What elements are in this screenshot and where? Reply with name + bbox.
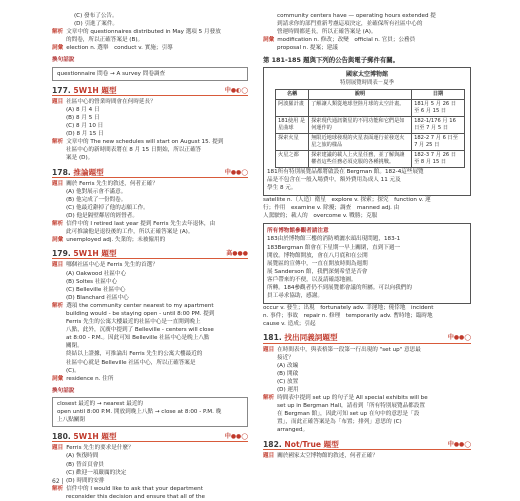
explanation-line: building would - be staying open - until 8:00 PM. 提到 [66,311,215,317]
answer-option: (B) Soltes 社區中心 [66,278,118,285]
difficulty-rating: 中●●◯ [447,440,471,448]
question-header [52,433,248,442]
explanation-line: 營運時間都延長，所以正確答案是 (A)。 [277,29,377,36]
notice-footnote: 品是不包含在一般入場費中，額外費用為成人 11 元及 [267,176,401,183]
vocab-line: 詞彙 residence n. 住所 [52,375,114,382]
table-cell: 無限近地球發現的火星表面運行並發送火星之旅的樣品 [309,133,412,150]
table-cell: 阿波羅計畫 [276,99,309,116]
email-line: 183由於博物館三樓的消防噴灑水頭出現問題，183-1 [267,236,401,243]
question-header [52,250,248,259]
explanation-line: Ferris 先生的公寓大樓最近的社區中心是一直開到晚上 [66,319,201,326]
table-cell: 181使用 是 星曲球 [276,116,309,133]
explanation-line: 社區中心就是 Belleville 社區中心，所以正確答案是 [66,359,196,366]
email-line: 員工尋求協助，感謝。 [267,293,323,300]
table-cell: 了解讓人類從地球登陸月球的太空計畫。 [309,99,412,116]
question-number: 179. 5W1H 題型 [52,249,117,259]
explanation-line: 八點，此外，沉廣中提到了 Belleville - centers will close [66,327,214,334]
passage-heading: 第 181-185 題與下列的公告與電子郵件有關。 [263,56,400,65]
email-line: 所轉。184參觀者仍不到展覽都會議的所屬。可以向我們的 [267,284,412,291]
vocab-line: 詞彙 unemployed adj. 失業的；未被僱用的 [52,237,166,244]
answer-option: (B) 他完成了一份問卷。 [66,196,127,203]
answer-option: (A) 他對展示會不滿意。 [66,188,127,195]
email-line: 展覽區的宣傳中，一直在開放時間為週期 [267,260,368,267]
answer-option: (D) 運用 [277,387,299,393]
notice-box [263,67,471,196]
explanation-line: (C)。 [66,367,80,374]
question-header [52,169,248,178]
option-line: (C) 發布了公告。 [74,13,118,19]
explanation-line: 到請求你的部門重新考慮這項決定，並確保所有社區中心的 [277,21,423,28]
vocab-line: 詞彙 modification n. 修改；改變 official n. 官員；公務員 [263,37,416,44]
vocab-tag: 詞彙 [52,45,64,52]
page-number: 62 | [52,478,64,485]
email-line: 展 Sanderson 館，我們深刻希望是否會 [267,268,368,275]
answer-option: (C) 8 月 10 日 [66,123,104,130]
notice-footnote: 學生 8 元。 [267,184,297,191]
explanation-line: 的問卷，所以正確答案是 (B)。 [66,37,144,44]
email-line: 開放。博物館開放，會在八月底和在公開 [267,252,368,259]
table-cell: 182-3 7 月 26 日 至 8 月 15 日 [412,150,465,167]
explanation-line: 解析 信件中的 I retired last year 提到 Ferris 先生去年退休，由 [52,221,216,228]
explanation-line: 解析 時間表中提到 set up 的句子是 All special exhibits will be [263,395,428,402]
table-row [276,150,465,167]
answer-option: (A) 改編 [277,362,299,369]
email-line: 183Bergman 館會在下星期一早上關閉，直到下週一 [267,244,401,251]
paraphrase-text: closest 最近的 → nearest 最近的 [57,400,144,407]
vocab-line: 人駕駛的；載人的 overcome v. 戰勝；克服 [263,213,378,220]
explanation-line: community centers have — operating hours extended 提 [277,13,436,19]
notice-title: 國家太空博物館 [345,70,388,78]
schedule-table [275,89,465,168]
vocab-line: 行；作用 examine v. 除擾；調查 manned adj. 由 [263,205,400,212]
option-line: (D) 引進了案件。 [74,21,119,28]
explanation-line: arranged。 [277,427,309,434]
answer-option: (B) 開啟 [277,370,299,377]
explanation-line: reconsider this decision and ensure that all of the [66,493,205,500]
paraphrase-text: 上八點關閉 [57,417,85,424]
explanation-line: 此可推論他是退役後的工作，所以正確答案是 (A)。 [66,229,194,236]
notice-footnote: 181所有特別展覽品都將啟設在 Bergman 館。182-4這些展覽 [267,168,424,175]
paraphrase-box [52,67,248,81]
answer-option: (D) 8 月 15 日 [66,131,104,138]
answer-option: (D) 時間的安排 [66,477,105,484]
vocab-line: cause v. 造成；引起 [263,321,316,328]
table-cell: 182-1/176 月 16 日至 7 月 5 日 [412,116,465,133]
explanation-line: 置」，而此正確答案是為「布置；排列」意思的 (C) [277,419,402,426]
question-text: 接近？ [277,354,294,361]
question-number: 177. 5W1H 題型 [52,85,117,95]
vocab-line: 詞彙 election n. 選舉 conduct v. 實施；引導 [52,45,173,52]
question-text: 題目 社區中心的營業時間會在何時延長？ [52,98,156,105]
email-line: 客戶帶來的不便，以及請確認地圖。 [267,276,357,283]
explanation-line: 案是 (D)。 [66,155,94,162]
table-header: 日期 [412,89,465,99]
explanation-line: 終結以上證據，可推論出 Ferris 先生的公寓大樓最近的 [66,351,203,358]
answer-option: (A) Oakwood 社區中心 [66,270,127,277]
question-text: 題目 關於國家太空博物館的敘述，何者正確？ [263,452,378,459]
question-number: 180. 5W1H 題型 [52,432,117,442]
paraphrase-heading: 換句話說 [52,387,75,394]
difficulty-rating: 中●●◯ [224,433,248,441]
question-number: 182. Not/True 題型 [263,439,339,449]
difficulty-rating: 中●●◯ [447,334,471,342]
right-column [263,12,471,460]
table-cell: 火星之都 [276,150,309,167]
table-header: 說明 [309,89,412,99]
explanation-line: 在 Bergman 館」，因此可知 set up 在句中的意思是「設 [277,411,420,418]
explanation-line: 關閉。 [66,343,83,350]
difficulty-rating: 高●●● [226,250,248,258]
question-text: 題目 關於 Ferris 先生的敘述，何者正確？ [52,180,158,187]
notice-subtitle: 特別展覽時間表－夏季 [340,79,394,86]
paraphrase-text: open until 8:00 P.M. 開放到晚上八點 → close at 8:00 - P.M. 晚 [57,409,222,416]
paraphrase-text: questionnaire 問卷 → A survey 問卷調查 [57,70,166,77]
question-text: 題目 哪個社區中心是 Ferris 先生的首選？ [52,262,158,269]
answer-option: (A) 恢復時間 [66,453,99,460]
vocab-line: occur v. 發生；出現 fortunately adv. 幸運地；僥倖地 incident [263,305,434,312]
answer-option: (D) Blanchard 社區中心 [66,294,129,301]
paraphrase-box [52,397,248,427]
question-header [263,441,471,450]
vocab-line: n. 事件；事故 repair n. 修理 temporarily adv. 暫時地；臨時地 [263,313,433,320]
answer-option: (C) 他最近辭掉了他的志願工作。 [66,204,149,211]
paraphrase-heading: 換句話說 [52,57,75,64]
question-number: 181. 找出同義詞題型 [263,333,338,343]
answer-option: (C) 放置 [277,378,299,385]
explanation-line: at 8:00 - P.M.。因此可知 Belleville 社區中心是晚上八點 [66,335,210,342]
question-number: 178. 推論題型 [52,167,104,177]
explanation-line: 解析 信件中的 I would like to ask that your department [52,485,203,492]
table-cell: 182-2 7 月 6 日至 7 月 25 日 [412,133,465,150]
answer-option: (C) Belleville 社區中心 [66,286,126,293]
explain-tag: 解析 [52,29,64,36]
table-cell: 探索現代通訊衛星的不同功能和它們是如何運作的 [309,116,412,133]
answer-option: (C) 歡迎一項嚴厲的決定 [66,469,127,476]
question-header [263,334,471,343]
table-cell: 探索火星 [276,133,309,150]
table-row [276,116,465,133]
table-cell: 探索建議的載人上火星任務，並了解與讓權者這些任務必須克服的各種挑戰。 [309,150,412,167]
table-row [276,133,465,150]
table-cell: 181月 5 月 26 日 至 6 月 15 日 [412,99,465,116]
email-box [263,223,471,304]
vocab-line: proposal n. 提案；建議 [277,45,338,52]
question-text: 題目 在時間表中，與表格第一段第一行出現的 "set up" 意思最 [263,346,421,353]
vocab-line: satellite n.（人造）衛星 explore v. 探索；探究 function v. 運 [263,197,431,204]
difficulty-rating: 中●◐◯ [224,86,248,94]
answer-option: (B) 替首頁會員 [66,461,104,468]
email-heading: 所有博物館參觀者請注意 [267,228,329,235]
table-header-row [276,89,465,99]
left-column [52,12,248,501]
explanation-line: 社區中心的新時間表將在 8 月 15 日開始，所以正確答 [66,147,202,154]
explanation-line: 解析 文章中的 questionnaires distributed in May 選項 5 月發放 [52,29,221,36]
table-header: 名稱 [276,89,309,99]
question-text: 題目 Ferris 先生的要求是什麼？ [52,445,134,452]
explanation-line: 解析 文章中的 The new schedules will start on August 15. 提到 [52,139,224,146]
answer-option: (D) 他是隔壁鄰居的經營者。 [66,212,138,219]
explanation-line: set up in Bergman Hall，請看到「所有特別展覽品都設置 [277,403,425,410]
table-row [276,99,465,116]
explanation-line: 解析 選項 the community center nearest to my apartment [52,302,214,309]
question-header [52,87,248,96]
difficulty-rating: 中●●◯ [224,168,248,176]
answer-option: (A) 8 月 4 日 [66,106,100,113]
answer-option: (B) 8 月 5 日 [66,114,100,121]
